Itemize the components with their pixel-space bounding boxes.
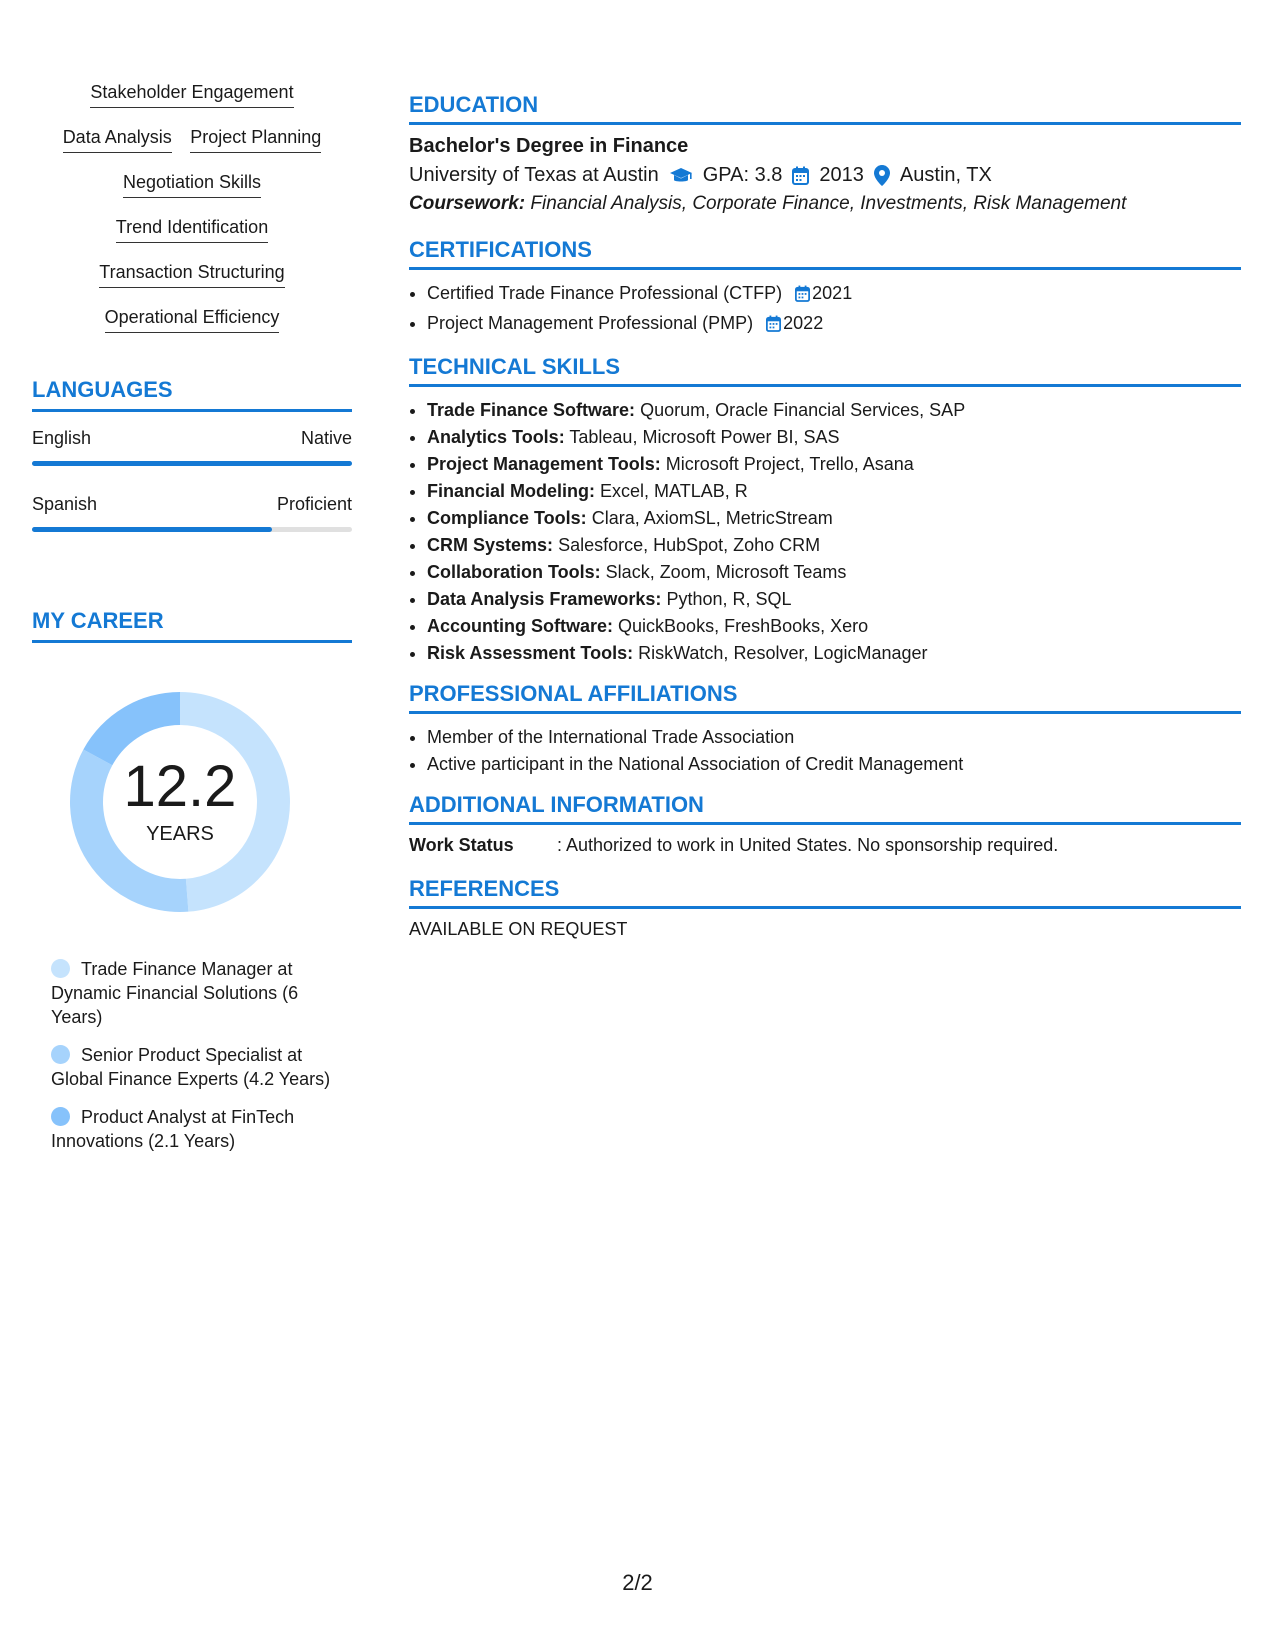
- skill-tag: Transaction Structuring: [99, 260, 284, 288]
- affiliations-list: [409, 724, 1241, 778]
- skill-tools: Microsoft Project, Trello, Asana: [665, 454, 914, 474]
- affiliation-item: • Active participant in the National Association of Credit Management: [427, 751, 1241, 778]
- language-item: [32, 428, 352, 466]
- career-legend: [51, 957, 331, 1153]
- certification-item: [427, 310, 1241, 340]
- skill-tools: Quorum, Oracle Financial Services, SAP: [640, 400, 966, 420]
- graduation-year: 2013: [819, 164, 864, 186]
- career-role: Senior Product Specialist at Global Finance Experts (4.2 Years): [51, 1045, 331, 1089]
- coursework: [409, 193, 1241, 215]
- skill-tools: Salesforce, HubSpot, Zoho CRM: [558, 535, 821, 555]
- technical-skills-section: [409, 354, 1241, 667]
- legend-dot-icon: [51, 1045, 70, 1064]
- work-status-label: Work Status: [409, 835, 514, 855]
- coursework-label: Coursework:: [409, 193, 526, 214]
- affiliations-section: [409, 681, 1241, 778]
- technical-skills-list: [409, 397, 1241, 667]
- work-status-row: [409, 835, 1241, 856]
- calendar-icon: [795, 283, 810, 310]
- additional-info-section: [409, 792, 1241, 856]
- career-total-years: 12.2: [123, 754, 237, 819]
- language-level-fill: [32, 461, 352, 466]
- legend-dot-icon: [51, 959, 70, 978]
- skill-tools: QuickBooks, FreshBooks, Xero: [618, 616, 869, 636]
- additional-info-heading: ADDITIONAL INFORMATION: [409, 792, 1241, 825]
- language-name: Spanish: [32, 494, 98, 514]
- skill-row: [32, 125, 352, 157]
- skill-tag: Trend Identification: [116, 215, 268, 243]
- skill-row: [32, 215, 352, 247]
- skill-tag: Operational Efficiency: [105, 305, 280, 333]
- certification-name: Certified Trade Finance Professional (CTFP): [427, 283, 783, 303]
- skill-category: CRM Systems:: [427, 535, 554, 555]
- language-level: Proficient: [276, 494, 352, 514]
- technical-skill-item: [427, 505, 1241, 532]
- skill-row: [32, 80, 352, 112]
- career-heading: MY CAREER: [32, 608, 352, 643]
- location: Austin, TX: [899, 164, 992, 186]
- career-role: Trade Finance Manager at Dynamic Financial Solutions (6 Years): [51, 959, 299, 1027]
- career-legend-item: [51, 1043, 331, 1091]
- skill-category: Compliance Tools:: [427, 508, 587, 528]
- skill-category: Accounting Software:: [427, 616, 614, 636]
- references-heading: REFERENCES: [409, 876, 1241, 909]
- skill-tag: Negotiation Skills: [123, 170, 261, 198]
- technical-skill-item: [427, 478, 1241, 505]
- skill-category: Data Analysis Frameworks:: [427, 589, 662, 609]
- certification-name: Project Management Professional (PMP): [427, 313, 754, 333]
- skill-row: [32, 170, 352, 202]
- skills-list: [32, 80, 352, 337]
- references-text: AVAILABLE ON REQUEST: [409, 919, 628, 939]
- technical-skill-item: [427, 586, 1241, 613]
- references-section: [409, 876, 1241, 940]
- technical-skill-item: [427, 559, 1241, 586]
- certification-item: [427, 280, 1241, 310]
- technical-skill-item: [427, 640, 1241, 667]
- skill-category: Financial Modeling:: [427, 481, 596, 501]
- skill-tools: Python, R, SQL: [666, 589, 792, 609]
- location-pin-icon: [874, 165, 890, 186]
- career-legend-item: [51, 1105, 331, 1153]
- certification-year: 2021: [812, 283, 853, 303]
- skill-tools: Tableau, Microsoft Power BI, SAS: [569, 427, 840, 447]
- education-meta: [409, 164, 1241, 187]
- degree-title: Bachelor's Degree in Finance: [409, 135, 689, 157]
- languages-section: [32, 377, 352, 532]
- graduation-cap-icon: [669, 167, 693, 185]
- page-number: 2/2: [622, 1570, 653, 1595]
- technical-skill-item: [427, 451, 1241, 478]
- career-role: Product Analyst at FinTech Innovations (2.1 Years): [51, 1107, 295, 1151]
- skill-tag: Project Planning: [190, 125, 321, 153]
- certification-year: 2022: [783, 313, 824, 333]
- school-name: University of Texas at Austin: [409, 164, 659, 186]
- coursework-list: Financial Analysis, Corporate Finance, Investments, Risk Management: [530, 193, 1127, 214]
- skill-tools: RiskWatch, Resolver, LogicManager: [638, 643, 928, 663]
- language-level-bar: [32, 461, 352, 466]
- certifications-section: [409, 237, 1241, 340]
- skill-tools: Clara, AxiomSL, MetricStream: [591, 508, 833, 528]
- main-content: [409, 92, 1241, 954]
- languages-heading: LANGUAGES: [32, 377, 352, 412]
- sidebar: [32, 80, 352, 1167]
- education-heading: EDUCATION: [409, 92, 1241, 125]
- technical-skill-item: [427, 613, 1241, 640]
- skill-category: Analytics Tools:: [427, 427, 565, 447]
- technical-skill-item: [427, 424, 1241, 451]
- calendar-icon: [766, 313, 781, 340]
- skill-category: Risk Assessment Tools:: [427, 643, 634, 663]
- technical-skill-item: [427, 397, 1241, 424]
- skill-tag: Data Analysis: [63, 125, 172, 153]
- language-level: Native: [300, 428, 352, 448]
- certifications-heading: CERTIFICATIONS: [409, 237, 1241, 270]
- skill-category: Project Management Tools:: [427, 454, 661, 474]
- affiliation-item: • Member of the International Trade Association: [427, 724, 1241, 751]
- technical-skill-item: [427, 532, 1241, 559]
- language-level-fill: [32, 527, 272, 532]
- skill-tag: Stakeholder Engagement: [90, 80, 293, 108]
- legend-dot-icon: [51, 1107, 70, 1126]
- skill-row: [32, 305, 352, 337]
- career-section: [32, 608, 352, 1153]
- career-years-unit: YEARS: [146, 823, 214, 845]
- language-item: [32, 494, 352, 532]
- calendar-icon: [792, 166, 809, 185]
- skill-tools: Excel, MATLAB, R: [600, 481, 748, 501]
- skill-category: Collaboration Tools:: [427, 562, 601, 582]
- skill-tools: Slack, Zoom, Microsoft Teams: [605, 562, 847, 582]
- skill-category: Trade Finance Software:: [427, 400, 636, 420]
- language-name: English: [32, 428, 92, 448]
- technical-skills-heading: TECHNICAL SKILLS: [409, 354, 1241, 387]
- education-section: [409, 92, 1241, 215]
- career-legend-item: [51, 957, 331, 1029]
- language-level-bar: [32, 527, 352, 532]
- career-donut-chart: [65, 687, 295, 917]
- work-status-value: : Authorized to work in United States. No sponsorship required.: [557, 835, 1059, 855]
- gpa: GPA: 3.8: [702, 164, 783, 186]
- skill-row: [32, 260, 352, 292]
- certifications-list: [409, 280, 1241, 340]
- affiliations-heading: PROFESSIONAL AFFILIATIONS: [409, 681, 1241, 714]
